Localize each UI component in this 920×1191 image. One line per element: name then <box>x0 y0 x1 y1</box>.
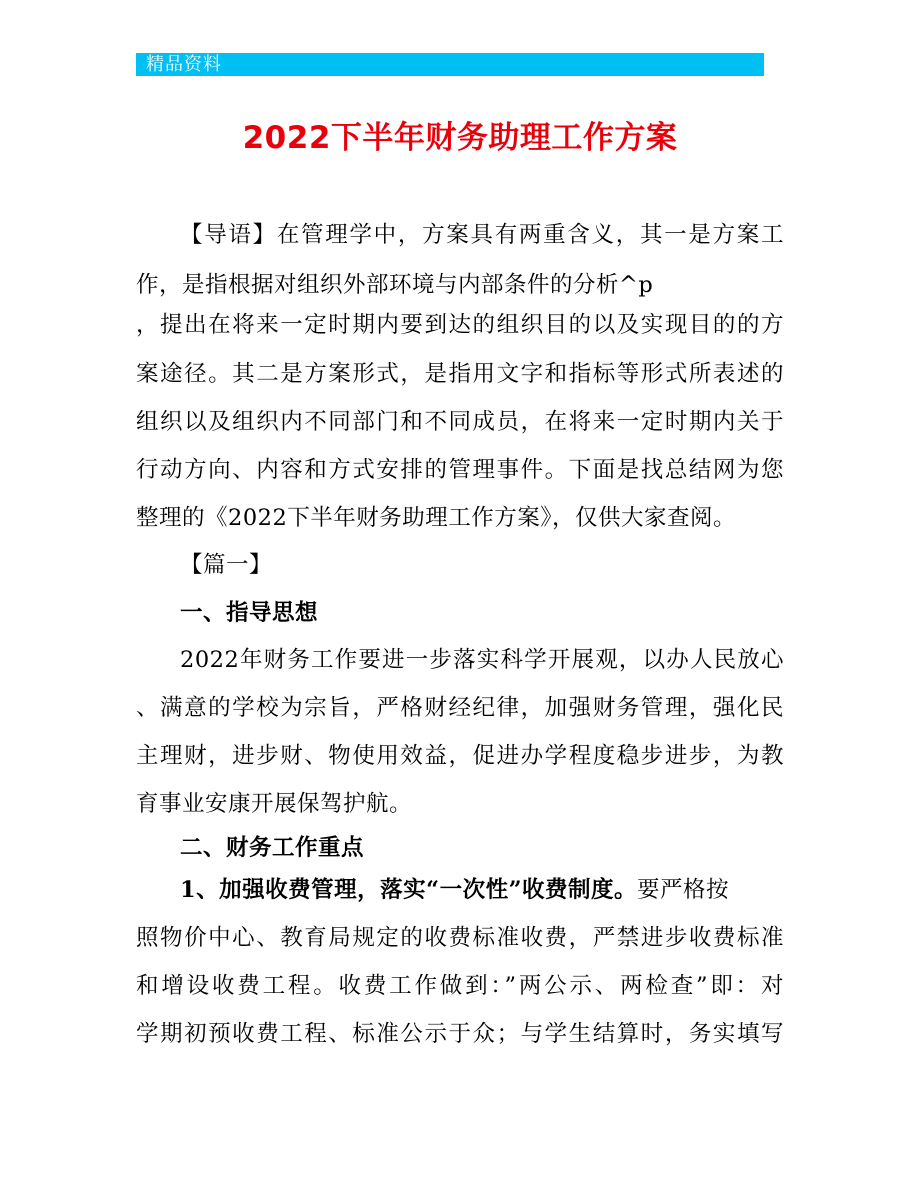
paragraph-line: 2022年财务工作要进一步落实科学开展观，以办人民放心 <box>180 647 784 673</box>
paragraph-line: 主理财，进步财、物使用效益，促进办学程度稳步进步，为教 <box>136 743 784 769</box>
banner-label: 精品资料 <box>146 54 222 75</box>
paragraph-line: 学期初预收费工程、标准公示于众；与学生结算时，务实填写 <box>136 1021 784 1047</box>
intro-line: 整理的《2022下半年财务助理工作方案》，仅供大家查阅。 <box>136 505 737 531</box>
intro-line: 行动方向、内容和方式安排的管理事件。下面是找总结网为您 <box>136 457 784 483</box>
section-heading: 二、财务工作重点 <box>180 835 365 861</box>
header-banner <box>136 53 764 76</box>
intro-line: 组织以及组织内不同部门和不同成员，在将来一定时期内关于 <box>136 409 784 435</box>
item-first-line <box>180 870 784 910</box>
paragraph-line: 和增设收费工程。收费工作做到：”两公示、两检查”即：对 <box>136 973 784 999</box>
intro-line: 案途径。其二是方案形式，是指用文字和指标等形式所表述的 <box>136 361 784 387</box>
paragraph-line: 照物价中心、教育局规定的收费标准收费，严禁进步收费标准 <box>136 925 784 951</box>
part-label: 【篇一】 <box>180 552 273 578</box>
intro-line: 作，是指根据对组织外部环境与内部条件的分析^p <box>136 272 654 298</box>
item-bold-lead: 1、加强收费管理，落实“一次性”收费制度。 <box>180 877 638 903</box>
paragraph-line: 育事业安康开展保驾护航。 <box>136 791 413 817</box>
section-heading: 一、指导思想 <box>180 600 319 626</box>
paragraph-line: 、满意的学校为宗旨，严格财经纪律，加强财务管理，强化民 <box>136 695 784 721</box>
intro-line: ，提出在将来一定时期内要到达的组织目的以及实现目的的方 <box>136 312 784 338</box>
page-title: 2022下半年财务助理工作方案 <box>242 120 678 156</box>
item-lead-tail: 要严格按 <box>637 877 730 903</box>
intro-line: 【导语】在管理学中，方案具有两重含义，其一是方案工 <box>180 222 784 248</box>
